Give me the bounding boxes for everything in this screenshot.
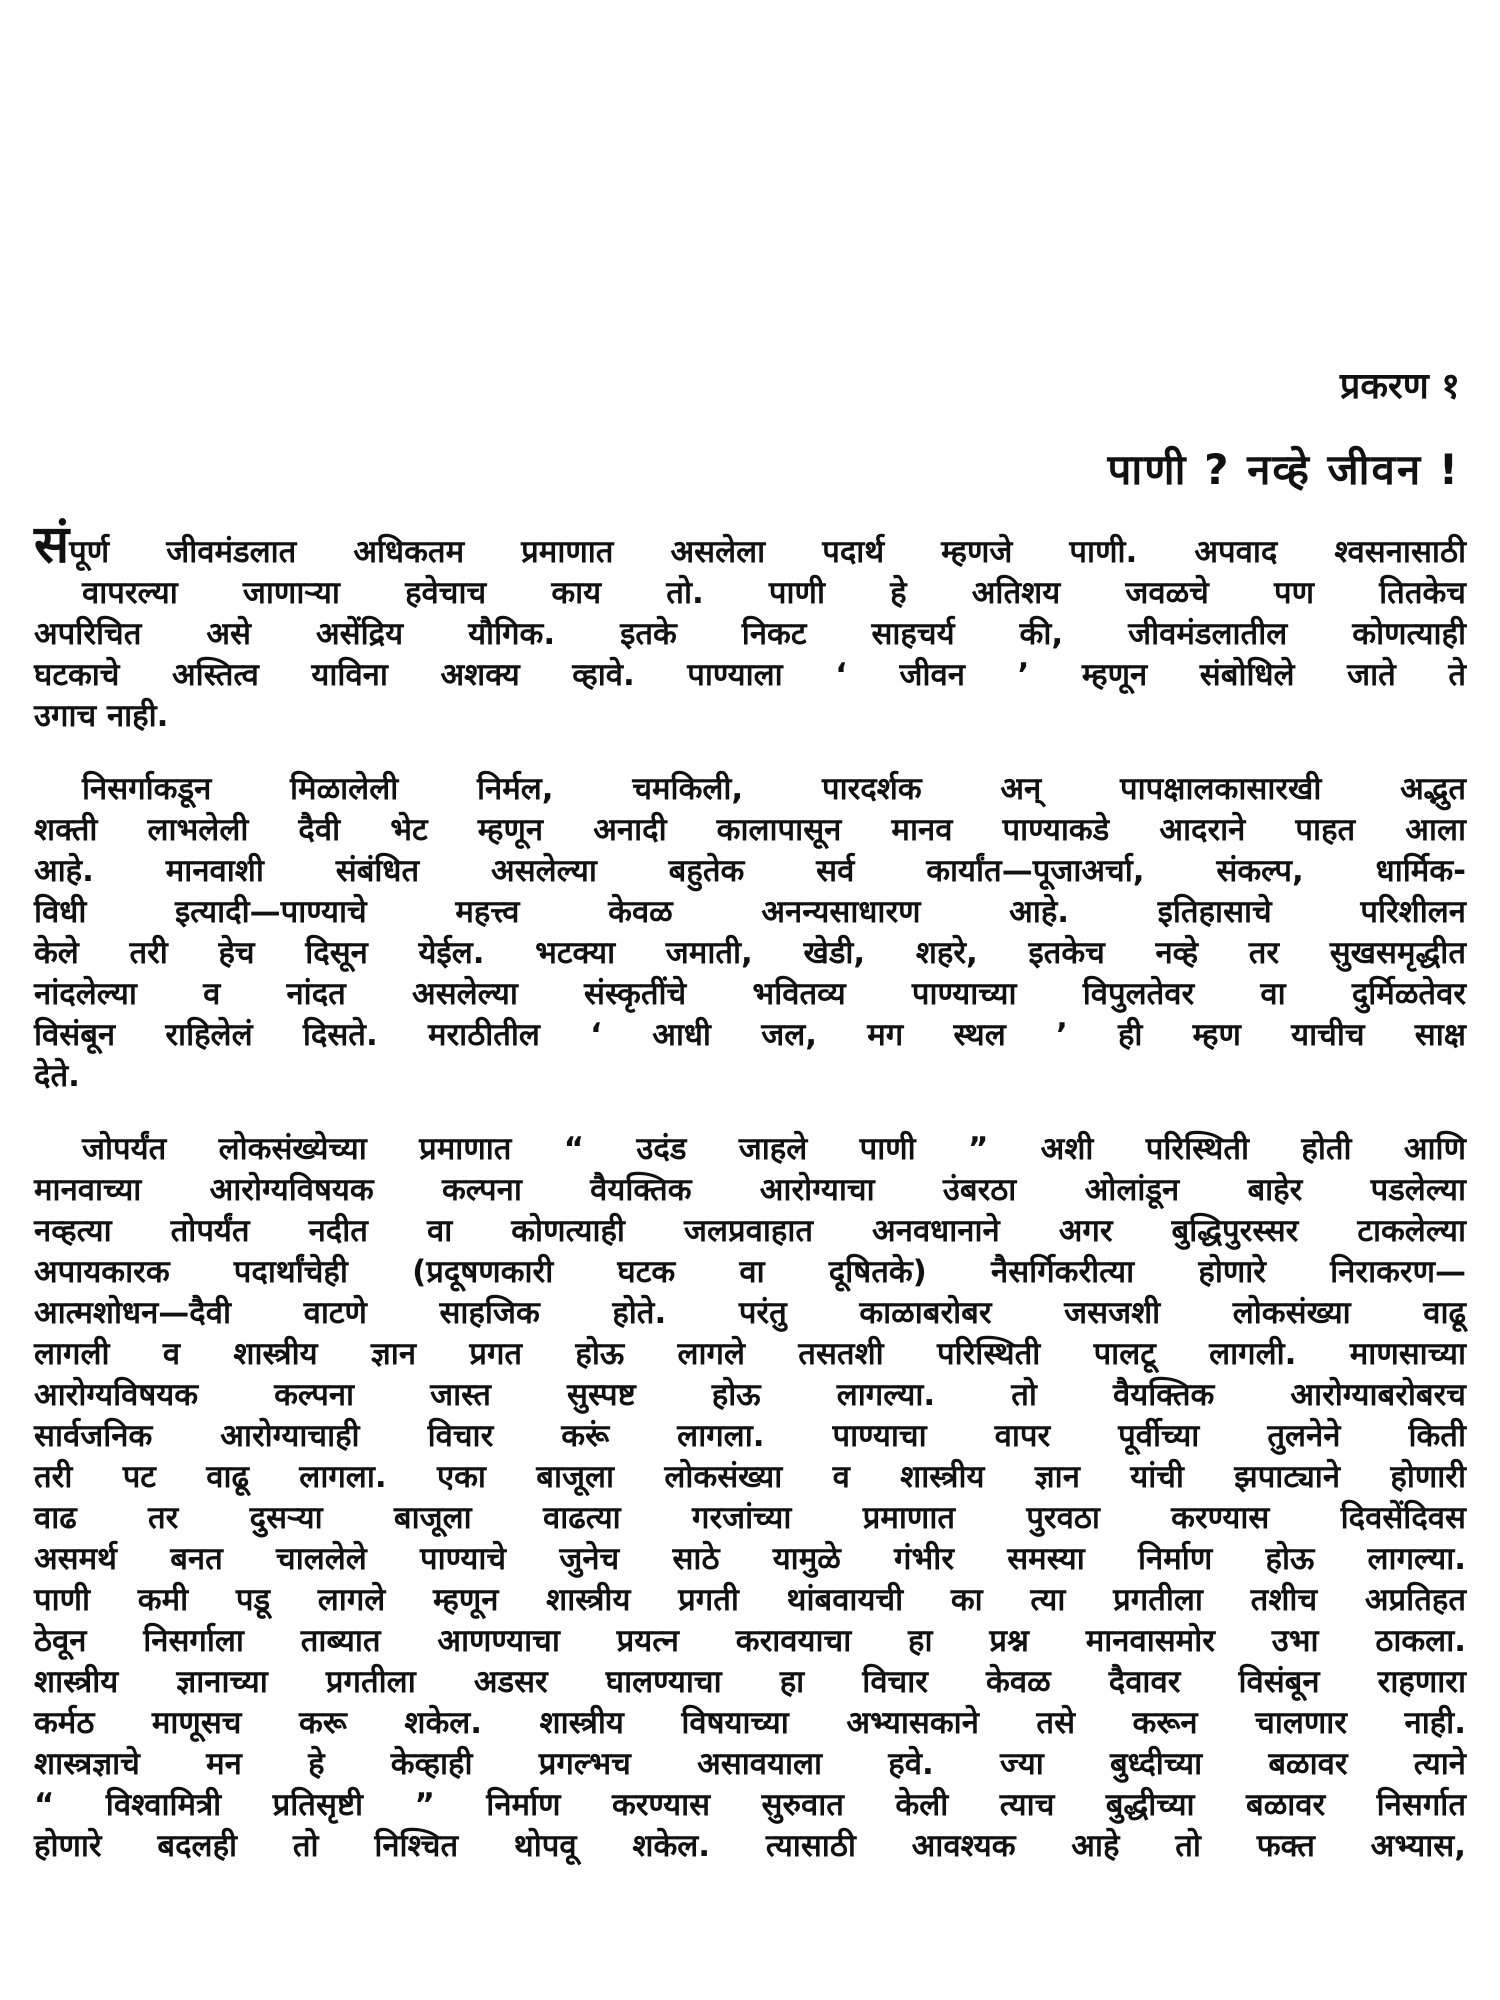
drop-cap: सं (34, 515, 70, 575)
text-line (34, 515, 1466, 575)
text-line: आहे. मानवाशी संबंधित असलेल्या बहुतेक सर्व कार्यांत—पूजाअर्चा, संकल्प, धार्मिक- (34, 853, 1466, 889)
text-line: केले तरी हेच दिसून येईल. भटक्या जमाती, खेडी, शहरे, इतकेच नव्हे तर सुखसमृद्धीत (34, 935, 1466, 971)
text-line: “ विश्वामित्री प्रतिसृष्टी ” निर्माण करण्यास सुरुवात केली त्याच बुद्धीच्या बळावर निसर्गात (34, 1787, 1466, 1823)
text-line: देते. (34, 1058, 80, 1094)
text-line: घटकाचे अस्तित्व याविना अशक्य व्हावे. पाण्याला ‘ जीवन ’ म्हणून संबोधिले जाते ते (34, 657, 1466, 693)
paragraph-2 (34, 769, 1466, 1097)
chapter-label: प्रकरण १ (1339, 366, 1460, 407)
text-line: होणारे बदलही तो निश्चित थोपवू शकेल. त्यासाठी आवश्यक आहे तो फक्त अभ्यास, (34, 1828, 1466, 1864)
text-line: लागली व शास्त्रीय ज्ञान प्रगत होऊ लागले तसतशी परिस्थिती पालटू लागली. माणसाच्या (34, 1336, 1466, 1372)
text-line-rest: पूर्ण जीवमंडलात अधिकतम प्रमाणात असलेला पदार्थ म्हणजे पाणी. अपवाद श्वसनासाठी (69, 534, 1466, 570)
text-line: अपायकारक पदार्थांचेही (प्रदूषणकारी घटक वा दूषितके) नैसर्गिकरीत्या होणारे निराकरण— (34, 1254, 1466, 1290)
text-line: विधी इत्यादी—पाण्याचे महत्त्व केवळ अनन्यसाधारण आहे. इतिहासाचे परिशीलन (34, 894, 1466, 930)
text-line: सार्वजनिक आरोग्याचाही विचार करूं लागला. पाण्याचा वापर पूर्वीच्या तुलनेने किती (34, 1418, 1466, 1454)
text-line: शक्ती लाभलेली दैवी भेट म्हणून अनादी कालापासून मानव पाण्याकडे आदराने पाहत आला (34, 812, 1466, 848)
text-line: तरी पट वाढू लागला. एका बाजूला लोकसंख्या व शास्त्रीय ज्ञान यांची झपाट्याने होणारी (34, 1459, 1466, 1495)
text-line: वापरल्या जाणाऱ्या हवेचाच काय तो. पाणी हे अतिशय जवळचे पण तितकेच (82, 575, 1466, 611)
chapter-title: पाणी ? नव्हे जीवन ! (1107, 445, 1460, 494)
text-line: अपरिचित असे असेंद्रिय यौगिक. इतके निकट साहचर्य की, जीवमंडलातील कोणत्याही (34, 616, 1466, 652)
text-line: वाढ तर दुसऱ्या बाजूला वाढत्या गरजांच्या प्रमाणात पुरवठा करण्यास दिवसेंदिवस (34, 1500, 1466, 1536)
text-line: शास्त्रीय ज्ञानाच्या प्रगतीला अडसर घालण्याचा हा विचार केवळ दैवावर विसंबून राहणारा (34, 1664, 1466, 1700)
text-line: आरोग्यविषयक कल्पना जास्त सुस्पष्ट होऊ लागल्या. तो वैयक्तिक आरोग्याबरोबरच (34, 1377, 1466, 1413)
text-line: कर्मठ माणूसच करू शकेल. शास्त्रीय विषयाच्या अभ्यासकाने तसे करून चालणार नाही. (34, 1705, 1466, 1741)
text-line: असमर्थ बनत चाललेले पाण्याचे जुनेच साठे यामुळे गंभीर समस्या निर्माण होऊ लागल्या. (34, 1541, 1466, 1577)
text-line: शास्त्रज्ञाचे मन हे केव्हाही प्रगल्भच असावयाला हवे. ज्या बुध्दीच्या बळावर त्याने (34, 1746, 1466, 1782)
text-line: पाणी कमी पडू लागले म्हणून शास्त्रीय प्रगती थांबवायची का त्या प्रगतीला तशीच अप्रतिहत (34, 1582, 1466, 1618)
paragraph-1 (34, 515, 1466, 737)
text-line: आत्मशोधन—दैवी वाटणे साहजिक होते. परंतु काळाबरोबर जसजशी लोकसंख्या वाढू (34, 1295, 1466, 1331)
body-text (34, 515, 1466, 1899)
text-line: निसर्गाकडून मिळालेली निर्मल, चमकिली, पारदर्शक अन् पापक्षालकासारखी अद्भुत (82, 771, 1466, 807)
text-line: उगाच नाही. (34, 698, 169, 734)
text-line: जोपर्यंत लोकसंख्येच्या प्रमाणात “ उदंड जाहले पाणी ” अशी परिस्थिती होती आणि (82, 1131, 1466, 1167)
text-line: ठेवून निसर्गाला ताब्यात आणण्याचा प्रयत्न करावयाचा हा प्रश्न मानवासमोर उभा ठाकला. (34, 1623, 1466, 1659)
text-line: नव्हत्या तोपर्यंत नदीत वा कोणत्याही जलप्रवाहात अनवधानाने अगर बुद्धिपुरस्सर टाकलेल्या (34, 1213, 1466, 1249)
text-line: मानवाच्या आरोग्यविषयक कल्पना वैयक्तिक आरोग्याचा उंबरठा ओलांडून बाहेर पडलेल्या (34, 1172, 1466, 1208)
text-line: विसंबून राहिलेलं दिसते. मराठीतील ‘ आधी जल, मग स्थल ’ ही म्हण याचीच साक्ष (34, 1017, 1466, 1053)
paragraph-3 (34, 1129, 1466, 1867)
text-line: नांदलेल्या व नांदत असलेल्या संस्कृतींचे भवितव्य पाण्याच्या विपुलतेवर वा दुर्मिळतेवर (34, 976, 1466, 1012)
